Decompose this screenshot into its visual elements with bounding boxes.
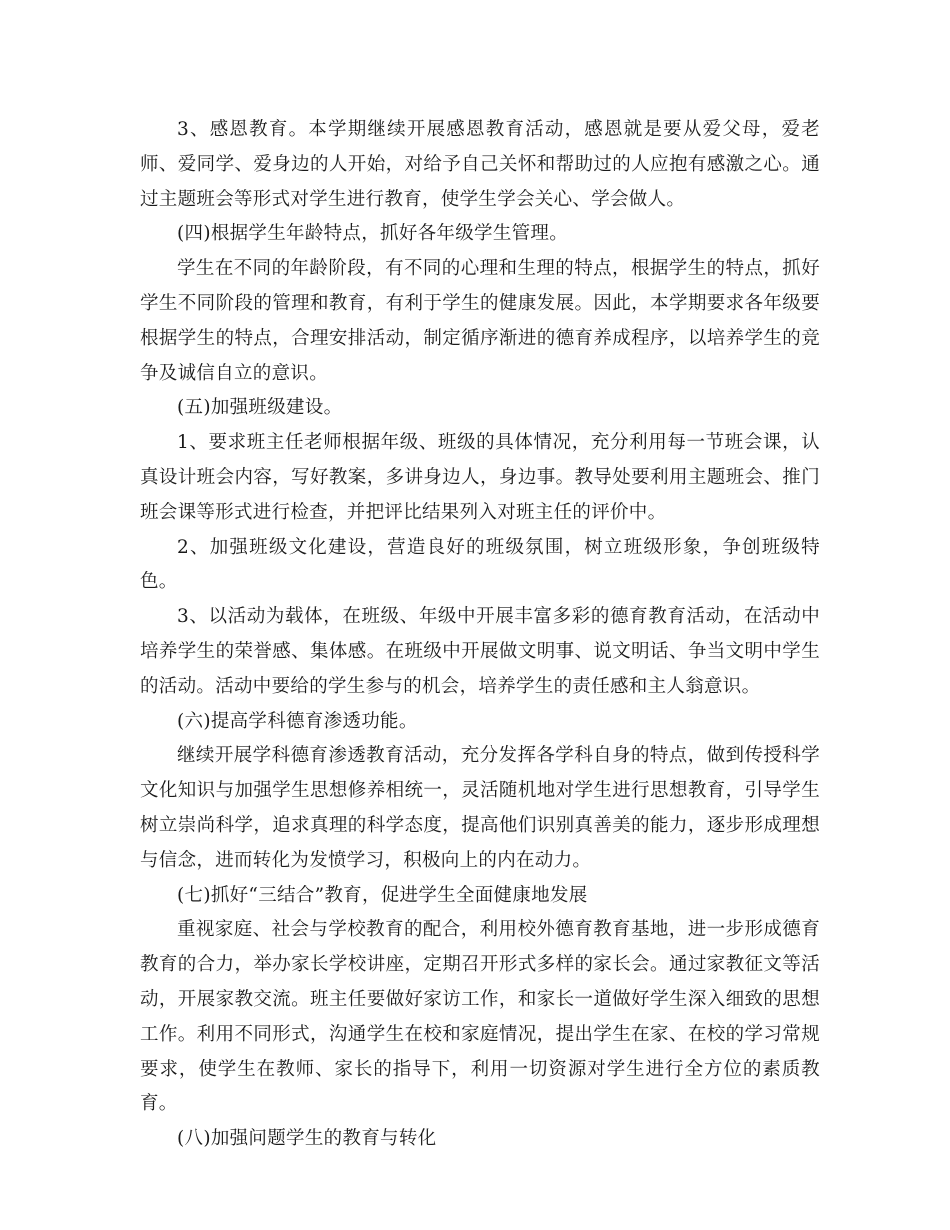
paragraph-age-management: 学生在不同的年龄阶段，有不同的心理和生理的特点，根据学生的特点，抓好学生不同阶段的管理和教育，有利于学生的健康发展。因此，本学期要求各年级要根据学生的特点，合理安排活动，制定循序渐进的德育养成程序，以培养学生的竞争及诚信自立的意识。 bbox=[140, 258, 820, 384]
paragraph-gratitude-education: 3、感恩教育。本学期继续开展感恩教育活动，感恩就是要从爱父母，爱老师、爱同学、爱身边的人开始，对给予自己关怀和帮助过的人应抱有感激之心。通过主题班会等形式对学生进行教育，使学生学会关心、学会做人。 bbox=[140, 119, 820, 210]
section-heading-5: (五)加强班级建设。 bbox=[177, 397, 343, 419]
paragraph-subject-moral: 继续开展学科德育渗透教育活动，充分发挥各学科自身的特点，做到传授科学文化知识与加强学生思想修养相统一，灵活随机地对学生进行思想教育，引导学生树立崇尚科学，追求真理的科学态度，提高他们识别真善美的能力，逐步形成理想与信念，进而转化为发愤学习，积极向上的内在动力。 bbox=[140, 745, 820, 871]
document-body bbox=[140, 113, 820, 1157]
section-heading-8: (八)加强问题学生的教育与转化 bbox=[177, 1128, 437, 1150]
section-heading-4: (四)根据学生年龄特点，抓好各年级学生管理。 bbox=[177, 223, 569, 245]
section-heading-6: (六)提高学科德育渗透功能。 bbox=[177, 710, 418, 732]
paragraph-class-meeting: 1、要求班主任老师根据年级、班级的具体情况，充分利用每一节班会课，认真设计班会内容，写好教案，多讲身边人，身边事。教导处要利用主题班会、推门班会课等形式进行检查，并把评比结果列入对班主任的评价中。 bbox=[140, 432, 820, 523]
section-heading-7: (七)抓好“三结合”教育，促进学生全面健康地发展 bbox=[177, 884, 588, 906]
paragraph-activities: 3、以活动为载体，在班级、年级中开展丰富多彩的德育教育活动，在活动中培养学生的荣誉感、集体感。在班级中开展做文明事、说文明话、争当文明中学生的活动。活动中要给的学生参与的机会，培养学生的责任感和主人翁意识。 bbox=[140, 606, 820, 697]
paragraph-home-school: 重视家庭、社会与学校教育的配合，利用校外德育教育基地，进一步形成德育教育的合力，举办家长学校讲座，定期召开形式多样的家长会。通过家教征文等活动，开展家教交流。班主任要做好家访工作，和家长一道做好学生深入细致的思想工作。利用不同形式，沟通学生在校和家庭情况，提出学生在家、在校的学习常规要求，使学生在教师、家长的指导下，利用一切资源对学生进行全方位的素质教育。 bbox=[140, 919, 820, 1115]
paragraph-class-culture: 2、加强班级文化建设，营造良好的班级氛围，树立班级形象，争创班级特色。 bbox=[140, 536, 820, 593]
